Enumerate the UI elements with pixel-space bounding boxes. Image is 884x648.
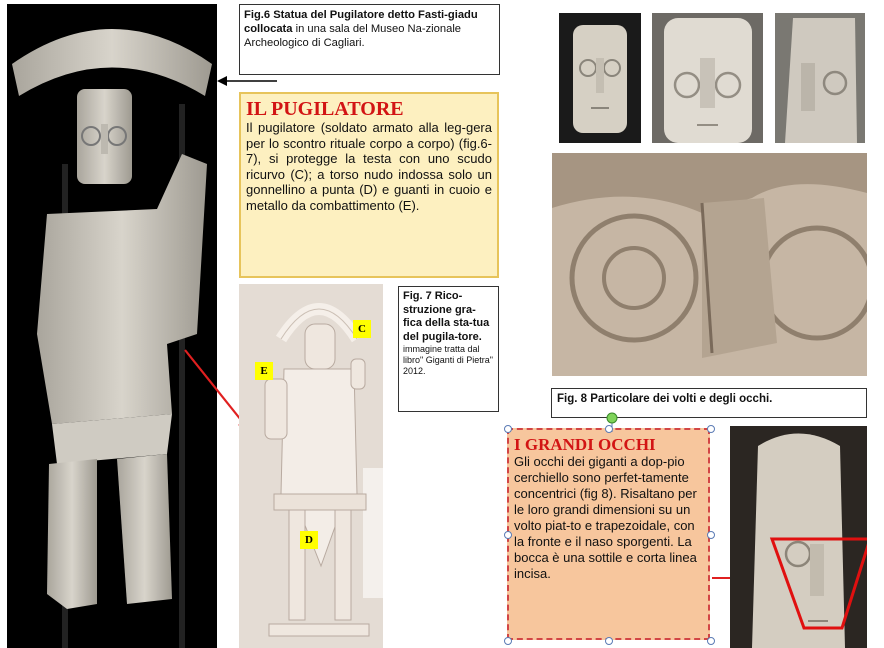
face-photo-2: [652, 13, 763, 143]
fig6-caption: [239, 4, 500, 75]
resize-handle-tr[interactable]: [707, 425, 715, 433]
face-trapezoid-photo: [730, 426, 867, 648]
face-3-illustration: [775, 13, 865, 143]
face-photo-1: [559, 13, 641, 143]
label-c: C: [353, 320, 371, 338]
label-e: E: [255, 362, 273, 380]
eyes-closeup-photo: [552, 153, 867, 376]
grandi-occhi-textbox[interactable]: [507, 428, 710, 640]
resize-handle-br[interactable]: [707, 637, 715, 645]
face-photo-3: [775, 13, 865, 143]
fig8-caption-text: Fig. 8 Particolare dei volti e degli occhi.: [557, 393, 773, 405]
fig7-caption: [398, 286, 499, 412]
fig7-caption-note: immagine tratta dal libro" Giganti di Pietra" 2012.: [403, 344, 493, 376]
reconstruction-drawing: [239, 284, 383, 648]
fig7-caption-title: Fig. 7 Rico-struzione gra-fica della sta-tua del pugila-tore.: [403, 290, 490, 343]
face-2-illustration: [652, 13, 763, 143]
resize-handle-tl[interactable]: [504, 425, 512, 433]
pugilatore-heading: IL PUGILATORE: [246, 98, 404, 120]
fig8-caption: [551, 388, 867, 418]
statue-photo: [7, 4, 217, 648]
resize-handle-t[interactable]: [605, 425, 613, 433]
pugilatore-textbox: [239, 92, 499, 278]
pugilatore-body: Il pugilatore (soldato armato alla leg-gera per lo scontro rituale corpo a corpo) (fig.6-7), si protegge la testa con uno scudo ricurvo (C); a torso nudo indossa solo un gonnellino a punta (D) e guanti in cuoio e metallo da combattimento (E).: [246, 120, 492, 213]
grandi-occhi-body: Gli occhi dei giganti a dop-pio cerchiello sono perfet-tamente concentrici (fig 8). Risaltano per le loro grandi dimensioni su un volto piat-to e trapezoidale, con la fronte e il naso sporgenti. La bocca è una sottile e corta linea incisa.: [514, 454, 697, 581]
resize-handle-l[interactable]: [504, 531, 512, 539]
grandi-occhi-heading: I GRANDI OCCHI: [514, 435, 656, 454]
label-d: D: [300, 531, 318, 549]
fig6-caption-rest: in una sala del Museo Na-zionale Archeologico di Cagliari.: [244, 23, 462, 49]
face-trapezoid-illustration: [730, 426, 867, 648]
resize-handle-bl[interactable]: [504, 637, 512, 645]
reconstruction-illustration: [239, 284, 383, 648]
statue-illustration: [7, 4, 217, 648]
eyes-closeup-illustration: [552, 153, 867, 376]
resize-handle-b[interactable]: [605, 637, 613, 645]
resize-handle-r[interactable]: [707, 531, 715, 539]
fig6-caption-title: Fig.6 Statua del Pugilatore detto Fasti-giadu collocata: [244, 9, 478, 35]
face-1-illustration: [559, 13, 641, 143]
